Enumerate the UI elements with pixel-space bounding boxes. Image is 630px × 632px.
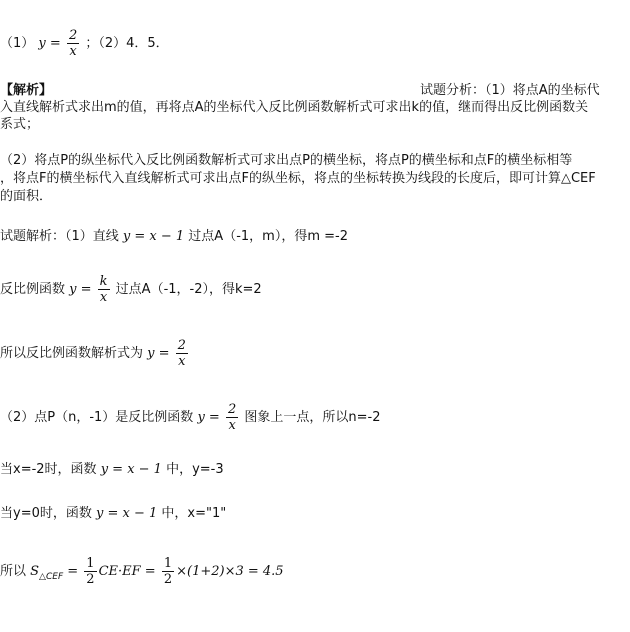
solution-step-2 xyxy=(0,274,262,305)
step7-fraction-1 xyxy=(84,556,96,587)
step5-prefix: 当x=-2时，函数 xyxy=(0,462,101,477)
step3-numerator: 2 xyxy=(177,338,186,353)
step1-math: y = x − 1 xyxy=(122,229,185,244)
answer-part1-denominator: x xyxy=(67,43,79,59)
step7-fraction-2-denominator: 2 xyxy=(163,572,173,587)
analysis-intro-cont: 入直线解析式求出m的值，再将点A的坐标代入反比例函数解析式可求出k的值，继而得出反比例函数关 xyxy=(0,100,589,115)
step7-tail: ×(1+2)×3 = 4.5 xyxy=(176,564,284,579)
solution-step-4 xyxy=(0,402,380,433)
step4-prefix: （2）点P（n，-1）是反比例函数 xyxy=(0,410,198,425)
analysis-part2-line3: 的面积． xyxy=(0,189,53,204)
step7-eq1: = xyxy=(63,564,79,579)
step5-math: y = x − 1 xyxy=(100,462,162,477)
solution-step-7 xyxy=(0,556,284,587)
step6-prefix: 当y=0时，函数 xyxy=(0,506,96,521)
answer-part1-numerator: 2 xyxy=(68,28,78,43)
step7-area-subscript: △CEF xyxy=(39,572,64,582)
solution-step-6 xyxy=(0,505,226,523)
step2-numerator: k xyxy=(99,274,108,289)
step7-prefix: 所以 xyxy=(0,564,31,579)
step5-suffix: 中，y=-3 xyxy=(161,462,224,477)
analysis-part2-line1: （2）将点P的纵坐标代入反比例函数解析式可求出点P的横坐标，将点P的横坐标和点F的横坐标相等 xyxy=(0,153,573,168)
step1-suffix: 过点A（-1，m），得m =-2 xyxy=(184,229,348,244)
step2-fraction xyxy=(98,274,110,305)
solution-step-3 xyxy=(0,338,190,369)
answer-part1-lhs: y = xyxy=(38,36,61,51)
solution-step-5 xyxy=(0,461,224,479)
step2-denominator: x xyxy=(98,289,110,305)
step3-denominator: x xyxy=(176,353,188,369)
answer-line xyxy=(0,28,169,59)
step6-math: y = x − 1 xyxy=(96,506,158,521)
step7-fraction-2 xyxy=(162,556,174,587)
step4-suffix: 图象上一点，所以n=-2 xyxy=(240,410,381,425)
analysis-intro-end: 系式； xyxy=(0,117,40,132)
step2-lhs: y = xyxy=(69,282,92,297)
analysis-heading: 【解析】 xyxy=(0,83,53,98)
step7-fraction-1-numerator: 1 xyxy=(86,556,95,571)
step7-fraction-2-numerator: 1 xyxy=(163,556,173,571)
analysis-part2-line2: ，将点F的横坐标代入直线解析式可求出点F的纵坐标，将点的坐标转换为线段的长度后，即可计算△CEF xyxy=(0,171,596,186)
step2-suffix: 过点A（-1，-2），得k=2 xyxy=(111,282,262,297)
step7-fraction-1-denominator: 2 xyxy=(86,572,95,587)
answer-part1-fraction xyxy=(67,28,79,59)
step3-lhs: y = xyxy=(147,346,170,361)
step7-mid: CE·EF = xyxy=(98,564,156,579)
step3-prefix: 所以反比例函数解析式为 xyxy=(0,346,148,361)
step7-area-symbol: S xyxy=(30,564,40,579)
step4-numerator: 2 xyxy=(227,402,237,417)
analysis-intro-label: 试题分析：（1）将点A的坐标代 xyxy=(420,83,600,98)
answer-part2: ；（2）4．5． xyxy=(85,36,169,51)
step4-denominator: x xyxy=(226,417,238,433)
solution-step-1 xyxy=(0,228,348,246)
step1-prefix: 试题解析：（1）直线 xyxy=(0,229,123,244)
step4-lhs: y = xyxy=(197,410,220,425)
step3-fraction xyxy=(176,338,188,369)
step2-prefix: 反比例函数 xyxy=(0,282,70,297)
step6-suffix: 中，x="1" xyxy=(157,506,227,521)
step4-fraction xyxy=(226,402,238,433)
answer-part1-label: （1） xyxy=(0,36,35,51)
